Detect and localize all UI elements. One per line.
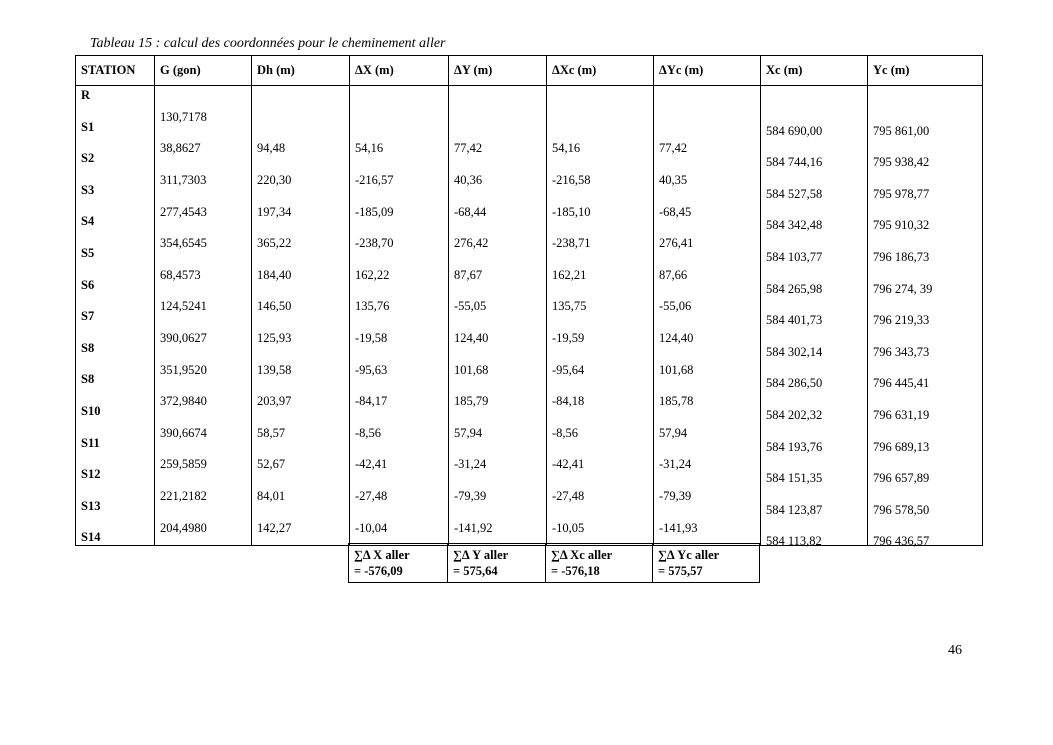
table-body-row (76, 86, 983, 546)
header-gisement: G (gon) (155, 56, 252, 86)
xc-value: 584 302,14 (766, 344, 823, 359)
dxc-value: 135,75 (552, 299, 587, 314)
dh-value: 197,34 (257, 204, 292, 219)
gisement-value: 130,7178 (160, 109, 207, 124)
dx-value: -27,48 (355, 489, 388, 503)
dxc-value: -216,58 (552, 173, 591, 187)
gisement-value: 68,4573 (160, 267, 201, 282)
sum-dy-value: = 575,64 (453, 564, 498, 578)
gisement-value: 354,6545 (160, 236, 207, 251)
sum-dyc-cell (653, 544, 760, 583)
dh-value: 125,93 (257, 331, 292, 345)
sum-dx-label: ∑Δ X aller (354, 548, 410, 562)
dy-value: 185,79 (454, 394, 489, 409)
station-value: S7 (81, 309, 95, 324)
xc-value: 584 103,77 (766, 250, 823, 264)
sum-dxc-value: = -576,18 (551, 564, 600, 578)
yc-value: 795 910,32 (873, 218, 930, 233)
dh-value: 365,22 (257, 236, 292, 251)
gisement-value: 221,2182 (160, 489, 207, 503)
yc-value: 796 274, 39 (873, 281, 933, 296)
gisement-value: 259,5859 (160, 457, 207, 472)
dyc-value: -31,24 (659, 457, 692, 472)
coordinates-table (75, 55, 983, 549)
xc-value: 584 690,00 (766, 123, 823, 138)
station-value: S8 (81, 372, 95, 387)
dx-value: 162,22 (355, 267, 390, 282)
xc-value: 584 193,76 (766, 439, 823, 454)
dxc-column (547, 86, 654, 546)
xc-value: 584 744,16 (766, 155, 823, 170)
dxc-value: -238,71 (552, 236, 591, 251)
header-dyc: ΔYc (m) (654, 56, 761, 86)
dh-value: 184,40 (257, 267, 292, 282)
xc-value: 584 401,73 (766, 313, 823, 328)
yc-value: 796 631,19 (873, 408, 930, 422)
header-xc: Xc (m) (761, 56, 868, 86)
xc-value: 584 202,32 (766, 408, 823, 422)
dxc-value: -185,10 (552, 204, 591, 219)
header-dx: ΔX (m) (350, 56, 449, 86)
yc-value: 796 343,73 (873, 344, 930, 359)
gisement-value: 38,8627 (160, 141, 201, 156)
dxc-value: 162,21 (552, 267, 587, 282)
dy-value: -68,44 (454, 204, 487, 219)
sum-dy-label: ∑Δ Y aller (453, 548, 509, 562)
yc-value: 796 689,13 (873, 439, 930, 454)
dyc-value: 40,35 (659, 173, 688, 187)
gisement-column (155, 86, 252, 546)
dyc-value: 77,42 (659, 141, 688, 156)
station-value: S14 (81, 530, 101, 545)
gisement-value: 390,6674 (160, 425, 207, 440)
yc-value: 796 219,33 (873, 313, 930, 328)
dxc-value: -27,48 (552, 489, 585, 503)
sum-dyc-value: = 575,57 (658, 564, 703, 578)
xc-value: 584 527,58 (766, 186, 823, 201)
dyc-column (654, 86, 761, 546)
dyc-value: 124,40 (659, 331, 694, 345)
dyc-value: -79,39 (659, 489, 692, 503)
dx-value: -95,63 (355, 362, 388, 377)
dx-column (350, 86, 449, 546)
dxc-value: -10,05 (552, 520, 585, 535)
dx-value: -42,41 (355, 457, 388, 472)
station-value: S11 (81, 435, 100, 450)
dxc-value: -95,64 (552, 362, 585, 377)
yc-value: 796 578,50 (873, 502, 930, 517)
dxc-value: -8,56 (552, 425, 579, 440)
station-value: S10 (81, 404, 101, 418)
dxc-value: 54,16 (552, 141, 581, 156)
station-column (76, 86, 155, 546)
dh-value: 203,97 (257, 394, 292, 409)
dxc-value: -19,59 (552, 331, 585, 345)
station-value: S2 (81, 151, 95, 166)
station-value: S3 (81, 182, 95, 197)
sum-dy-cell (448, 544, 546, 583)
dy-value: -141,92 (454, 520, 493, 535)
dh-value: 139,58 (257, 362, 292, 377)
dy-value: 57,94 (454, 425, 483, 440)
dy-value: 124,40 (454, 331, 489, 345)
dyc-value: -68,45 (659, 204, 692, 219)
dxc-value: -42,41 (552, 457, 585, 472)
header-dy: ΔY (m) (449, 56, 547, 86)
dyc-value: 185,78 (659, 394, 694, 409)
gisement-value: 351,9520 (160, 362, 207, 377)
dh-value: 94,48 (257, 141, 286, 156)
page-number: 46 (948, 643, 962, 658)
sums-row (349, 544, 760, 583)
yc-column (868, 86, 983, 549)
dy-value: 101,68 (454, 362, 489, 377)
dx-value: -8,56 (355, 425, 382, 440)
dx-value: -238,70 (355, 236, 394, 251)
dy-value: -79,39 (454, 489, 487, 503)
sum-dxc-label: ∑Δ Xc aller (551, 548, 613, 562)
station-value: S5 (81, 246, 95, 260)
header-station: STATION (76, 56, 155, 86)
sum-dyc-label: ∑Δ Yc aller (658, 548, 720, 562)
dyc-value: -141,93 (659, 520, 698, 535)
dh-value: 220,30 (257, 173, 292, 187)
gisement-value: 390,0627 (160, 331, 207, 345)
gisement-value: 277,4543 (160, 204, 207, 219)
sum-dx-value: = -576,09 (354, 564, 403, 578)
dyc-value: 57,94 (659, 425, 688, 440)
sums-table (348, 543, 760, 583)
dh-value: 84,01 (257, 489, 286, 503)
yc-value: 796 436,57 (873, 534, 930, 549)
dyc-value: 87,66 (659, 267, 688, 282)
dy-value: -55,05 (454, 299, 487, 314)
dx-value: 54,16 (355, 141, 384, 156)
yc-value: 796 657,89 (873, 471, 930, 486)
station-value: S12 (81, 467, 101, 482)
dy-value: -31,24 (454, 457, 487, 472)
dh-value: 142,27 (257, 520, 292, 535)
gisement-value: 311,7303 (160, 173, 207, 187)
dx-value: -216,57 (355, 173, 394, 187)
dyc-value: 101,68 (659, 362, 694, 377)
gisement-value: 204,4980 (160, 520, 207, 535)
yc-value: 796 445,41 (873, 376, 930, 391)
dy-column (449, 86, 547, 546)
xc-value: 584 342,48 (766, 218, 823, 233)
xc-value: 584 151,35 (766, 471, 823, 486)
dx-value: -19,58 (355, 331, 388, 345)
xc-value: 584 113,82 (766, 534, 822, 549)
yc-value: 795 938,42 (873, 155, 930, 170)
header-yc: Yc (m) (868, 56, 983, 86)
xc-column (761, 86, 868, 549)
header-dh: Dh (m) (252, 56, 350, 86)
dyc-value: -55,06 (659, 299, 692, 314)
table-header-row (76, 56, 983, 86)
station-value: S6 (81, 277, 95, 292)
gisement-value: 372,9840 (160, 394, 207, 409)
yc-value: 795 861,00 (873, 123, 930, 138)
dh-value: 52,67 (257, 457, 286, 472)
xc-value: 584 286,50 (766, 376, 823, 391)
dyc-value: 276,41 (659, 236, 694, 251)
dy-value: 40,36 (454, 173, 483, 187)
xc-value: 584 265,98 (766, 281, 823, 296)
dx-value: -185,09 (355, 204, 394, 219)
dx-value: -84,17 (355, 394, 388, 409)
yc-value: 796 186,73 (873, 250, 930, 264)
dy-value: 276,42 (454, 236, 489, 251)
sum-dx-cell (349, 544, 448, 583)
dx-value: 135,76 (355, 299, 390, 314)
station-value: S1 (81, 119, 95, 134)
yc-value: 795 978,77 (873, 186, 930, 201)
dx-value: -10,04 (355, 520, 388, 535)
station-value: S4 (81, 214, 95, 229)
table-caption: Tableau 15 : calcul des coordonnées pour le cheminement aller (90, 36, 446, 51)
header-dxc: ΔXc (m) (547, 56, 654, 86)
dh-value: 58,57 (257, 425, 286, 440)
xc-value: 584 123,87 (766, 502, 823, 517)
station-value: S13 (81, 498, 101, 513)
station-value: S8 (81, 340, 95, 355)
dxc-value: -84,18 (552, 394, 585, 409)
gisement-value: 124,5241 (160, 299, 207, 314)
dy-value: 77,42 (454, 141, 483, 156)
station-value: R (81, 88, 91, 102)
sum-dxc-cell (546, 544, 653, 583)
dh-column (252, 86, 350, 546)
dy-value: 87,67 (454, 267, 483, 282)
dh-value: 146,50 (257, 299, 292, 314)
